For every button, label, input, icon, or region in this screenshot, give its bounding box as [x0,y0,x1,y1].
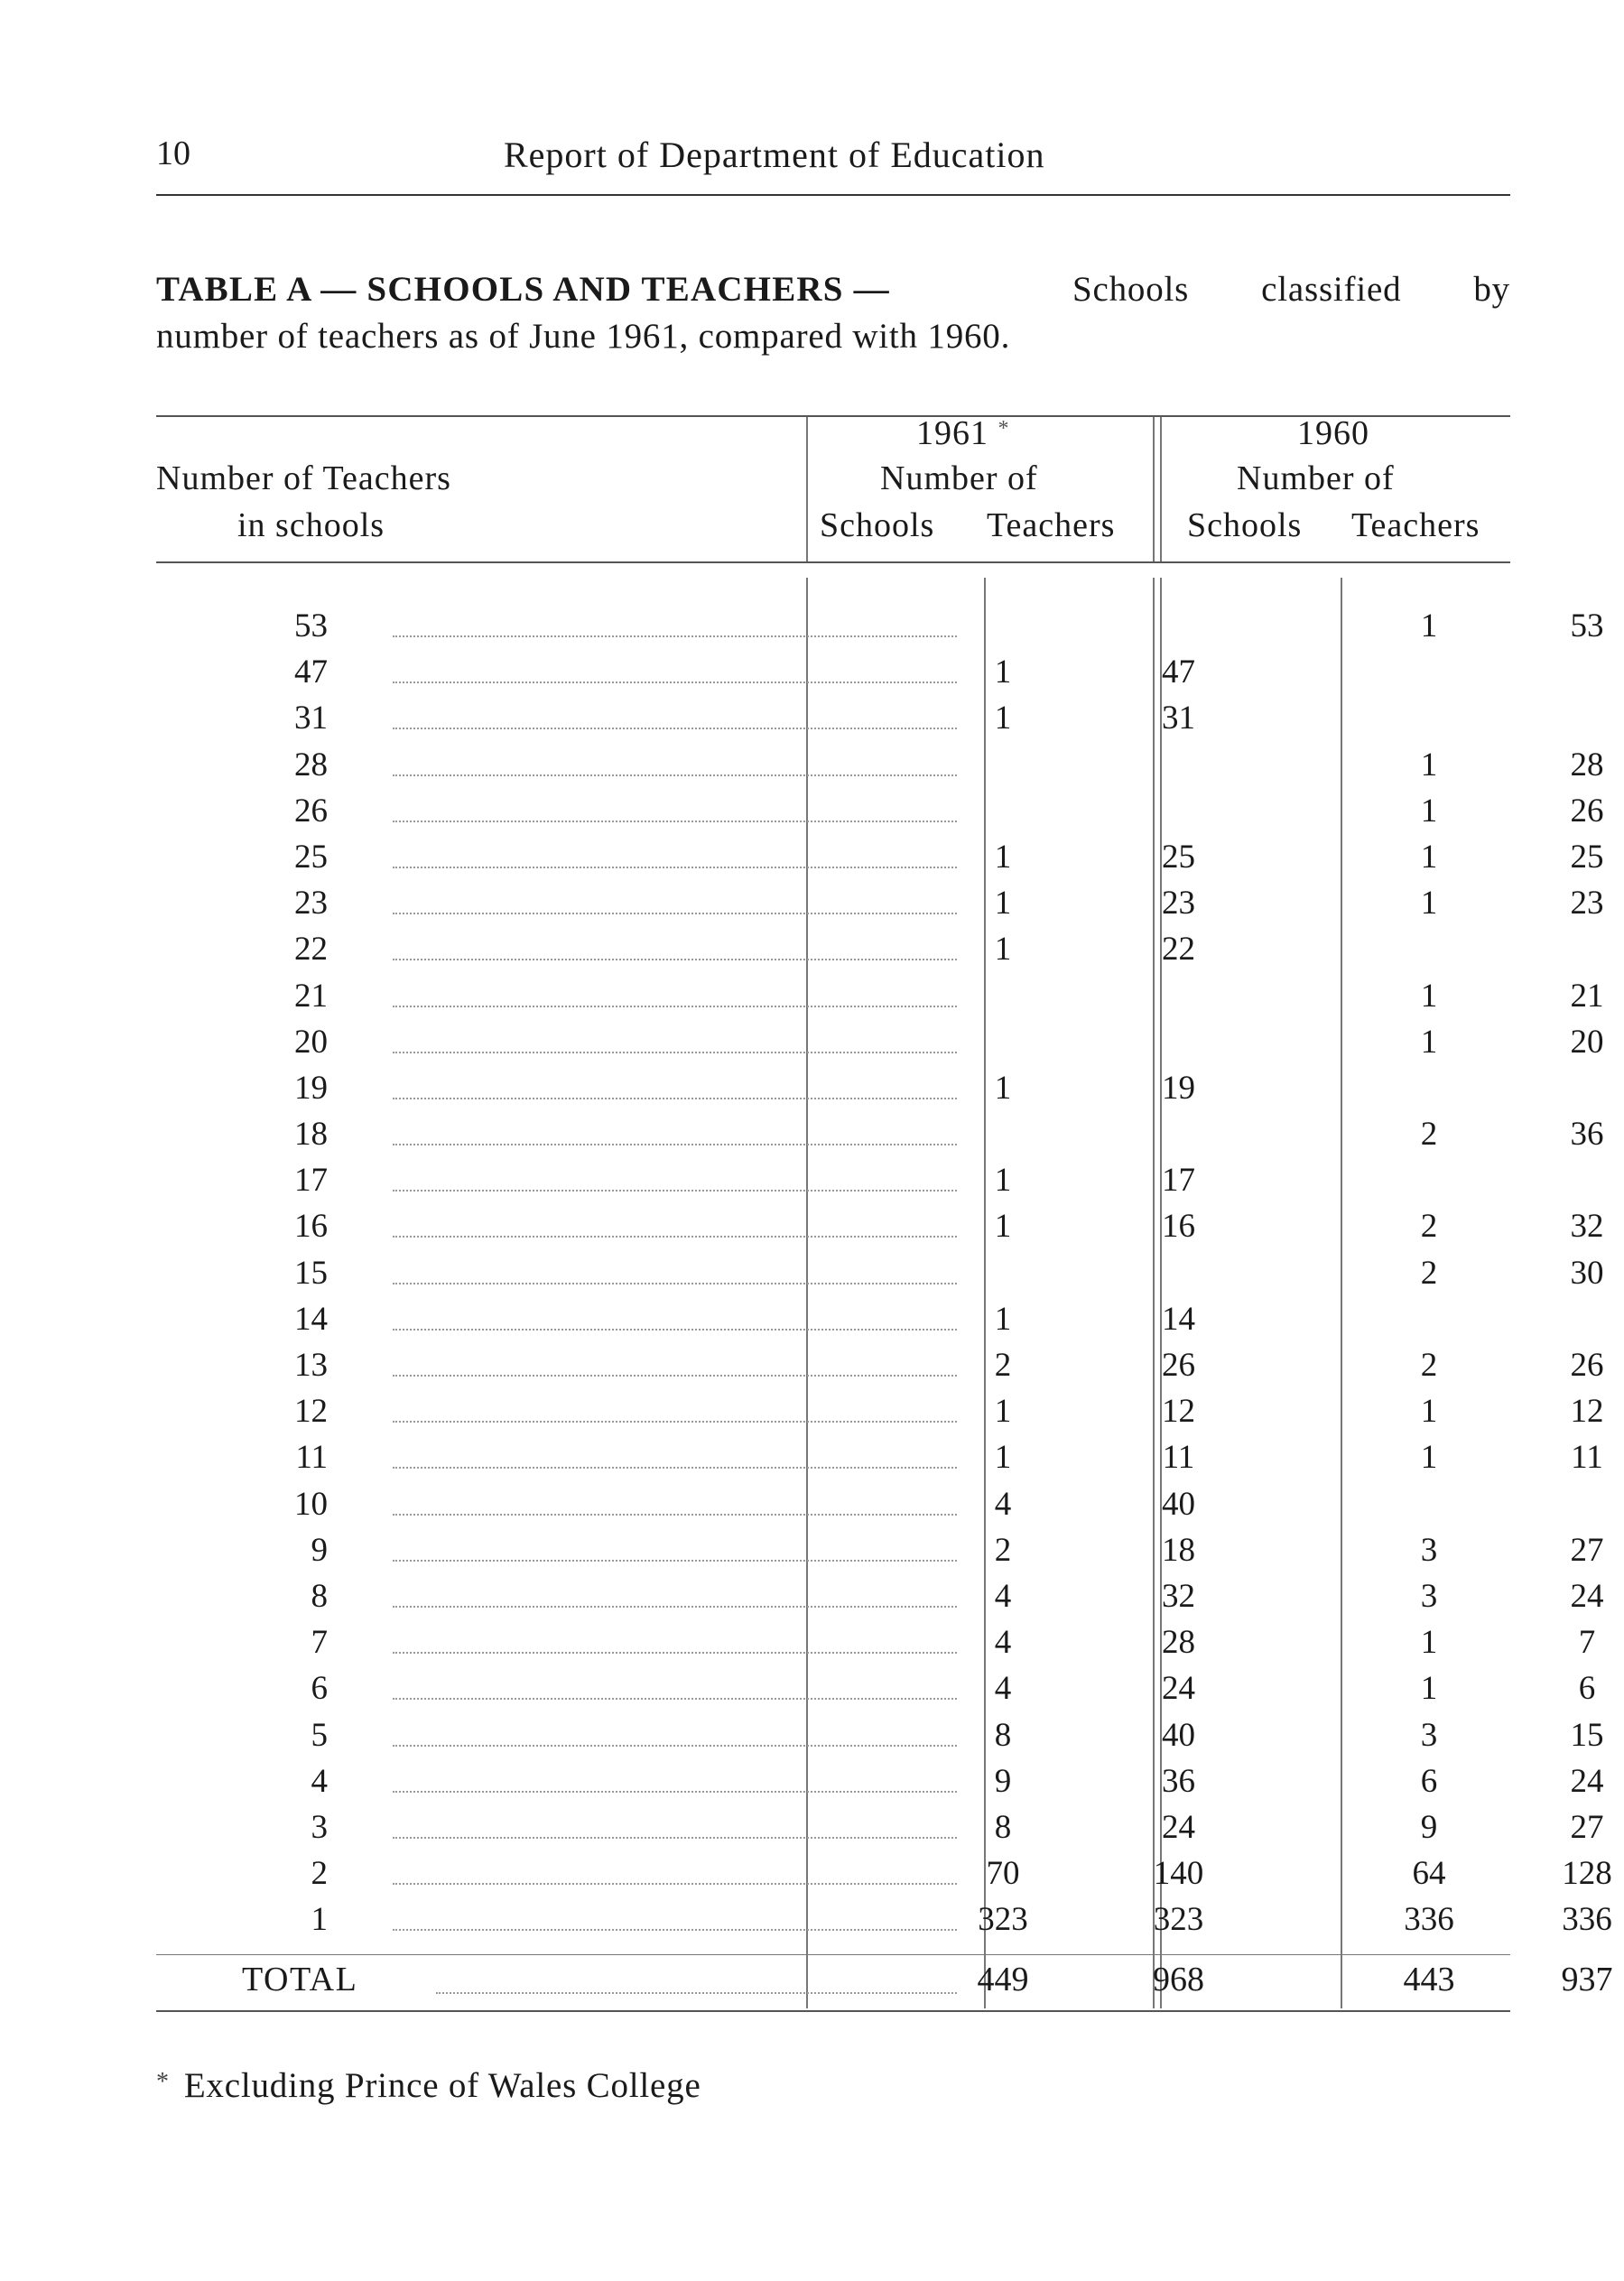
teachers-1961-cell: 23 [1162,885,1195,923]
teachers-per-school-cell: 15 [294,1254,328,1292]
dot-leader [393,1837,957,1839]
teachers-per-school-cell: 16 [294,1208,328,1246]
teachers-1961-cell: 11 [1162,1439,1195,1477]
teachers-per-school-cell: 47 [294,654,328,691]
dot-leader [393,1560,957,1562]
total-schools-1961: 449 [977,1961,1029,1998]
table-row [156,1065,1510,1111]
column-divider [806,417,808,561]
total-schools-1960: 443 [1403,1961,1455,1998]
teachers-1960-cell: 24 [1570,1762,1604,1800]
dot-leader [393,728,957,729]
schools-1960-cell: 1 [1420,1439,1438,1477]
table-row [156,1157,1510,1203]
schools-1961-cell: 2 [994,1347,1012,1384]
caption-title: TABLE A — SCHOOLS AND TEACHERS — [156,270,890,309]
teachers-per-school-cell: 18 [294,1116,328,1154]
schools-1960-cell: 9 [1420,1808,1438,1846]
dot-leader [393,867,957,868]
teachers-per-school-cell: 12 [294,1393,328,1431]
teachers-1961-cell: 22 [1162,931,1195,969]
teachers-per-school-cell: 7 [311,1624,328,1662]
dot-leader [393,1283,957,1284]
teachers-1961-cell: 24 [1162,1808,1195,1846]
teachers-1961-cell: 12 [1162,1393,1195,1431]
header-rule [156,194,1510,196]
table-row [156,1665,1596,1711]
schools-1960-cell: 64 [1412,1855,1446,1893]
table-row [156,880,1604,926]
teachers-1960-cell: 7 [1578,1624,1596,1662]
teachers-per-school-cell: 14 [294,1300,328,1338]
teachers-1960-cell: 25 [1570,838,1604,876]
dot-leader [393,1375,957,1377]
table-row [156,973,1604,1019]
teachers-1960-cell: 32 [1570,1208,1604,1246]
number-of-header-1960: Number of [1237,459,1395,497]
teachers-1961-cell: 16 [1162,1208,1195,1246]
teachers-1960-cell: 336 [1562,1901,1612,1939]
teachers-per-school-cell: 28 [294,746,328,784]
schools-1961-cell: 4 [994,1577,1012,1615]
table-row [156,1019,1604,1065]
dot-leader [393,1052,957,1053]
schools-1960-cell: 2 [1420,1254,1438,1292]
year-1960-header: 1960 [1297,414,1369,452]
caption-line-2: number of teachers as of June 1961, compared with 1960. [156,317,1011,356]
teachers-1960-cell: 24 [1570,1577,1604,1615]
schools-1961-cell: 323 [978,1901,1028,1939]
teachers-per-school-cell: 5 [311,1716,328,1754]
table-row [156,1850,1612,1896]
table-header-rule [156,561,1510,563]
teachers-1960-cell: 28 [1570,746,1604,784]
dot-leader [393,1006,957,1007]
dot-leader [393,1236,957,1238]
teachers-per-school-cell: 20 [294,1023,328,1061]
table-row [156,1758,1604,1804]
teachers-1960-cell: 27 [1570,1808,1604,1846]
teachers-1961-cell: 36 [1162,1762,1195,1800]
table-bottom-rule [156,2010,1510,2012]
footnote-text: Excluding Prince of Wales College [183,2066,701,2105]
teachers-per-school-cell: 22 [294,931,328,969]
table-row [156,1388,1604,1434]
schools-1960-cell: 1 [1420,1023,1438,1061]
schools-1961-cell: 1 [994,1208,1012,1246]
table-total-row [156,1952,1613,2007]
table-row [156,1527,1604,1573]
schools-1961-cell: 1 [994,700,1012,737]
page-number: 10 [156,134,190,172]
schools-header-1961: Schools [820,506,935,544]
schools-1960-cell: 3 [1420,1531,1438,1569]
dot-leader [393,1883,957,1885]
teachers-per-school-cell: 8 [311,1577,328,1615]
schools-1960-cell: 1 [1420,792,1438,830]
schools-1961-cell: 4 [994,1624,1012,1662]
teachers-1961-cell: 28 [1162,1624,1195,1662]
table-row [156,834,1604,880]
teachers-header-1960: Teachers [1351,506,1480,544]
teachers-per-school-cell: 6 [311,1670,328,1708]
schools-1961-cell: 2 [994,1531,1012,1569]
dot-leader [393,1929,957,1931]
teachers-1960-cell: 53 [1570,607,1604,644]
table-row [156,1434,1603,1480]
teachers-1960-cell: 23 [1570,885,1604,923]
dot-leader [393,1698,957,1700]
dot-leader [393,635,957,637]
teachers-per-school-cell: 26 [294,792,328,830]
dot-leader [393,1329,957,1331]
schools-1961-cell: 1 [994,654,1012,691]
schools-1961-cell: 8 [994,1716,1012,1754]
table-caption [156,266,1510,360]
schools-1960-cell: 1 [1420,977,1438,1015]
schools-1960-cell: 1 [1420,838,1438,876]
schools-1960-cell: 2 [1420,1347,1438,1384]
table-row [156,742,1604,788]
schools-1960-cell: 3 [1420,1716,1438,1754]
schools-1961-cell: 1 [994,1162,1012,1200]
column-divider [1153,417,1155,561]
dot-leader [393,821,957,822]
caption-word-classified: classified [1261,270,1402,309]
teachers-1960-cell: 15 [1570,1716,1604,1754]
teachers-1961-cell: 24 [1162,1670,1195,1708]
teachers-1960-cell: 11 [1571,1439,1603,1477]
schools-1960-cell: 1 [1420,746,1438,784]
table-body [156,603,1612,1943]
schools-1960-cell: 1 [1420,1393,1438,1431]
teachers-1961-cell: 323 [1153,1901,1204,1939]
schools-header-1960: Schools [1187,506,1303,544]
schools-1961-cell: 1 [994,885,1012,923]
year-1961-asterisk: * [998,417,1010,440]
row-header-line-2: in schools [237,506,385,544]
schools-1961-cell: 4 [994,1670,1012,1708]
table-row [156,1712,1604,1758]
dot-leader [393,1421,957,1423]
schools-1960-cell: 336 [1404,1901,1454,1939]
schools-1960-cell: 2 [1420,1208,1438,1246]
footnote-asterisk: * [156,2068,170,2096]
teachers-per-school-cell: 53 [294,607,328,644]
running-head [156,134,1510,188]
teachers-per-school-cell: 2 [311,1855,328,1893]
teachers-1961-cell: 40 [1162,1485,1195,1523]
schools-1961-cell: 1 [994,1069,1012,1107]
schools-1960-cell: 1 [1420,607,1438,644]
table-row [156,1250,1604,1296]
teachers-1961-cell: 14 [1162,1300,1195,1338]
teachers-per-school-cell: 1 [311,1901,328,1939]
teachers-1961-cell: 32 [1162,1577,1195,1615]
dot-leader [436,1992,957,1994]
table-row [156,1573,1604,1619]
teachers-per-school-cell: 21 [294,977,328,1015]
teachers-1960-cell: 30 [1570,1254,1604,1292]
teachers-per-school-cell: 23 [294,885,328,923]
table-row [156,926,1510,972]
dot-leader [393,1144,957,1145]
caption-line-1 [156,266,1510,313]
dot-leader [393,959,957,960]
table-row [156,1481,1510,1527]
footnote [156,2065,701,2106]
schools-1961-cell: 1 [994,931,1012,969]
teachers-per-school-cell: 31 [294,700,328,737]
teachers-1961-cell: 140 [1153,1855,1204,1893]
caption-word-schools: Schools [1072,270,1190,309]
schools-1961-cell: 1 [994,1439,1012,1477]
row-header-line-1: Number of Teachers [156,459,451,497]
schools-1961-cell: 1 [994,1393,1012,1431]
dot-leader [393,1606,957,1608]
schools-1961-cell: 9 [994,1762,1012,1800]
schools-1960-cell: 2 [1420,1116,1438,1154]
schools-1961-cell: 1 [994,1300,1012,1338]
column-divider [1160,417,1162,561]
schools-1960-cell: 1 [1420,1624,1438,1662]
teachers-1960-cell: 21 [1570,977,1604,1015]
teachers-1961-cell: 26 [1162,1347,1195,1384]
teachers-per-school-cell: 17 [294,1162,328,1200]
teachers-per-school-cell: 10 [294,1485,328,1523]
dot-leader [393,1514,957,1516]
teachers-1960-cell: 6 [1578,1670,1596,1708]
teachers-1960-cell: 12 [1570,1393,1604,1431]
year-1961-label: 1961 [916,414,988,452]
teachers-1960-cell: 20 [1570,1023,1604,1061]
teachers-1961-cell: 19 [1162,1069,1195,1107]
total-teachers-1961: 968 [1153,1961,1204,1998]
dot-leader [393,1467,957,1469]
teachers-per-school-cell: 4 [311,1762,328,1800]
teachers-1961-cell: 18 [1162,1531,1195,1569]
teachers-1961-cell: 17 [1162,1162,1195,1200]
schools-1961-cell: 8 [994,1808,1012,1846]
table-row [156,1203,1604,1249]
teachers-per-school-cell: 9 [311,1531,328,1569]
caption-word-by: by [1473,270,1510,309]
table-row [156,695,1510,741]
teachers-per-school-cell: 13 [294,1347,328,1384]
schools-1960-cell: 3 [1420,1577,1438,1615]
teachers-1960-cell: 36 [1570,1116,1604,1154]
running-title: Report of Department of Education [504,134,1045,175]
schools-1961-cell: 70 [986,1855,1020,1893]
teachers-1960-cell: 26 [1570,792,1604,830]
table-row [156,1896,1612,1943]
teachers-per-school-cell: 19 [294,1069,328,1107]
table-row [156,1619,1596,1665]
dot-leader [393,1098,957,1099]
schools-1960-cell: 1 [1420,885,1438,923]
teachers-per-school-cell: 25 [294,838,328,876]
teachers-1961-cell: 31 [1162,700,1195,737]
number-of-header-1961: Number of [880,459,1038,497]
schools-1961-cell: 4 [994,1485,1012,1523]
teachers-1961-cell: 25 [1162,838,1195,876]
teachers-per-school-cell: 11 [295,1439,328,1477]
schools-1961-cell: 1 [994,838,1012,876]
teachers-1960-cell: 27 [1570,1531,1604,1569]
table-row [156,649,1510,695]
dot-leader [393,1652,957,1654]
dot-leader [393,913,957,914]
teachers-1960-cell: 128 [1562,1855,1612,1893]
teachers-1961-cell: 47 [1162,654,1195,691]
dot-leader [393,1190,957,1191]
dot-leader [393,1745,957,1747]
table-row [156,1296,1510,1342]
teachers-1961-cell: 40 [1162,1716,1195,1754]
teachers-header-1961: Teachers [987,506,1116,544]
table-row [156,1804,1604,1850]
dot-leader [393,682,957,683]
table-row [156,788,1604,834]
caption-spread-text [1072,266,1510,313]
dot-leader [393,1791,957,1793]
total-teachers-1960: 937 [1561,1961,1613,1998]
table-row [156,1342,1604,1388]
year-1961-header [916,413,1010,453]
teachers-1960-cell: 26 [1570,1347,1604,1384]
schools-1960-cell: 1 [1420,1670,1438,1708]
table-row [156,1111,1604,1157]
table-row [156,603,1604,649]
teachers-per-school-cell: 3 [311,1808,328,1846]
dot-leader [393,774,957,776]
total-label: TOTAL [242,1961,358,1998]
schools-1960-cell: 6 [1420,1762,1438,1800]
